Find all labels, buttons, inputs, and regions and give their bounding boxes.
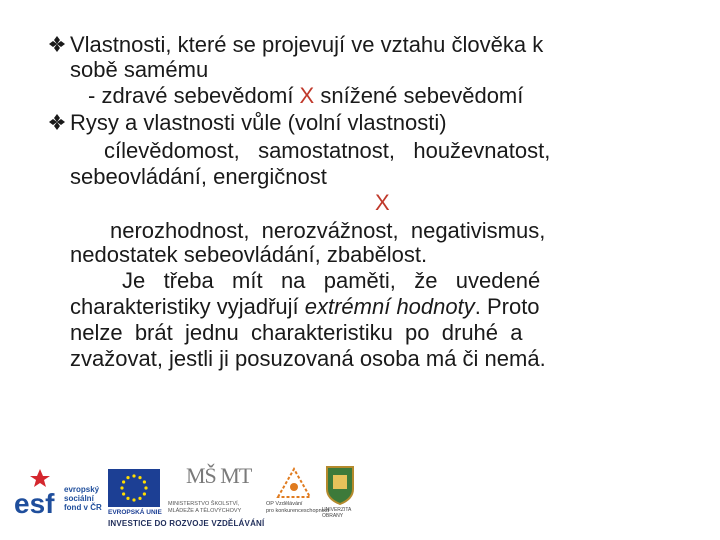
eu-star [122, 492, 125, 495]
op-text-2: pro konkurenceschopnost [266, 508, 329, 514]
esf-text [64, 485, 102, 512]
msmt-logo [168, 465, 256, 521]
bullet1-line3 [88, 83, 523, 108]
footer-caption: INVESTICE DO ROZVOJE VZDĚLÁVÁNÍ [108, 519, 265, 528]
uni-text [322, 507, 351, 519]
eu-star [132, 498, 135, 501]
eu-star [138, 497, 141, 500]
eu-star [122, 480, 125, 483]
contrast-x-2: X [375, 190, 390, 215]
eu-star [126, 476, 129, 479]
esf-text-1: evropský [64, 485, 100, 494]
university-crest-logo [320, 465, 360, 523]
op-text-1: OP Vzdělávání [266, 501, 303, 507]
uni-text-2: OBRANY [322, 513, 344, 519]
eu-star [132, 474, 135, 477]
eu-star [143, 480, 146, 483]
msmt-mark: MŠ MT [186, 463, 252, 488]
diamond-bullet-icon [48, 113, 66, 131]
eu-star [143, 492, 146, 495]
note-line2-end: . Proto [474, 294, 540, 319]
bullet2-line3: sebeovládání, energičnost [70, 164, 327, 189]
bullet2-line2: cílevědomost, samostatnost, houževnatost, [104, 138, 551, 163]
eu-label: EVROPSKÁ UNIE [108, 509, 162, 516]
diamond-bullet-icon [48, 35, 66, 53]
eu-star [138, 476, 141, 479]
bullet1-line1: Vlastnosti, které se projevují ve vztahu člověka k [70, 32, 544, 57]
healthy-self-esteem: - zdravé sebevědomí [88, 83, 300, 108]
eu-flag-graphic [108, 469, 160, 507]
msmt-text-2: MLÁDEŽE A TĚLOVÝCHOVY [168, 508, 242, 514]
op-vk-logo [262, 467, 329, 519]
esf-logo [12, 467, 104, 519]
note-line2-text: charakteristiky vyjadřují [70, 294, 305, 319]
note-line3: nelze brát jednu charakteristiku po druhé a [70, 320, 523, 345]
eu-flag-logo [108, 469, 160, 519]
contrast-x: X [299, 83, 315, 108]
eu-star [144, 486, 147, 489]
note-line2 [70, 294, 540, 319]
uni-text-1: UNIVERZITA [322, 507, 352, 513]
msmt-text [168, 501, 241, 515]
low-self-esteem: snížené sebevědomí [314, 83, 524, 108]
esf-text-3: fond v ČR [64, 503, 102, 512]
extreme-values-emphasis: extrémní hodnoty [304, 294, 475, 319]
esf-text-2: sociální [64, 494, 94, 503]
bullet2-line1: Rysy a vlastnosti vůle (volní vlastnosti) [70, 110, 447, 135]
msmt-text-1: MINISTERSTVO ŠKOLSTVÍ, [168, 501, 240, 507]
op-vk-graphic [274, 467, 314, 499]
university-crest-graphic [325, 465, 355, 505]
eu-star [120, 486, 123, 489]
note-line4: zvažovat, jestli ji posuzovaná osoba má či nemá. [70, 346, 546, 371]
eu-star [126, 497, 129, 500]
note-line1: Je třeba mít na paměti, že uvedené [122, 268, 541, 293]
bullet2-line5: nedostatek sebeovládání, zbabělost. [70, 242, 428, 267]
esf-mark: esf [14, 488, 55, 519]
bullet1-line2: sobě samému [70, 57, 209, 82]
bullet2-line4: nerozhodnost, nerozvážnost, negativismus, [110, 218, 546, 243]
